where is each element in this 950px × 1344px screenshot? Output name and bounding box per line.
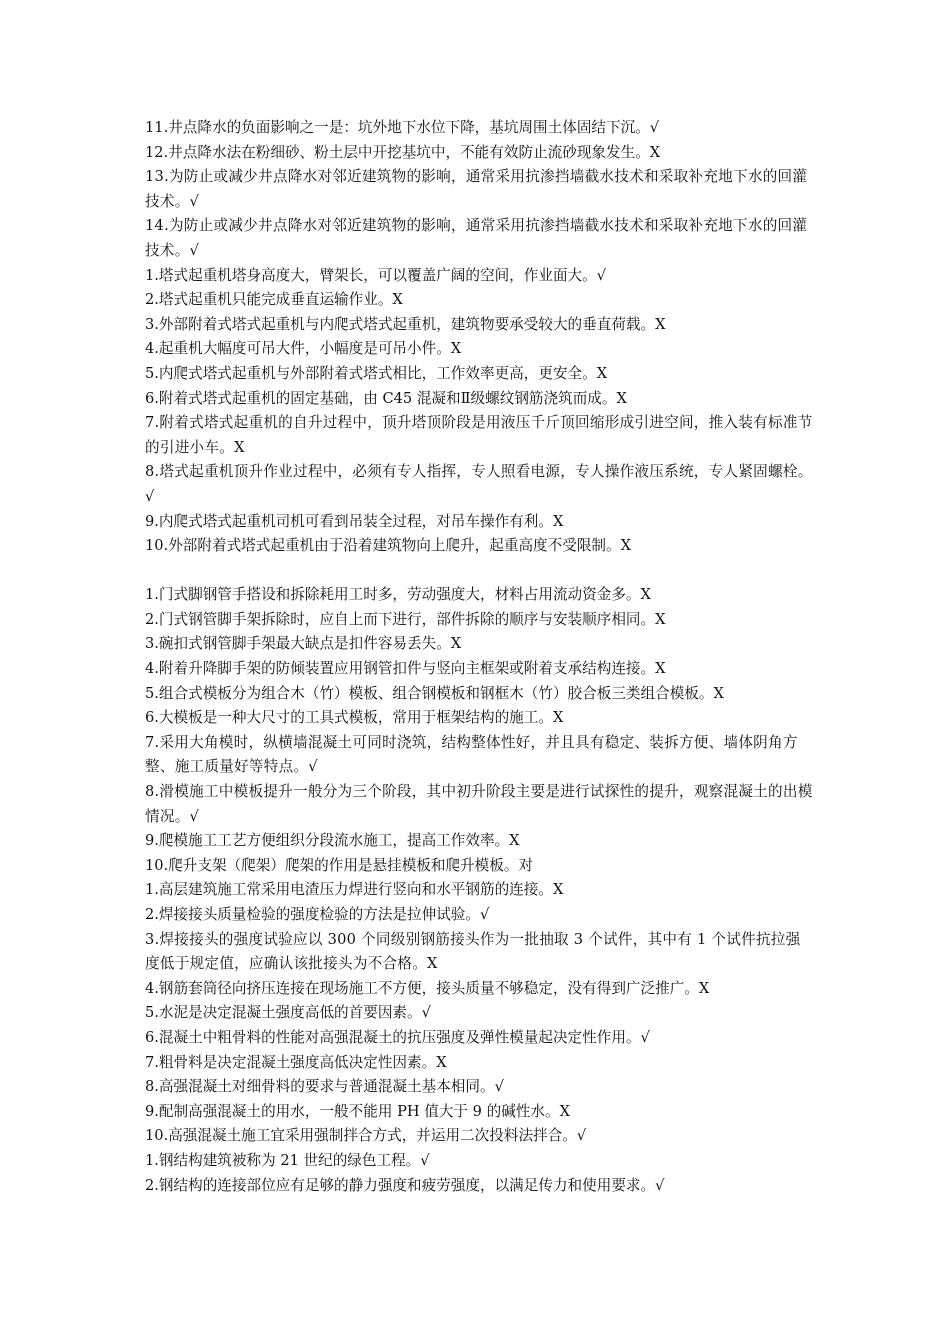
text-line: 13.为防止或减少井点降水对邻近建筑物的影响，通常采用抗渗挡墙截水技术和采取补充地下水的回灌技术。√ [145,168,808,210]
text-line: 14.为防止或减少井点降水对邻近建筑物的影响，通常采用抗渗挡墙截水技术和采取补充地下水的回灌技术。√ [145,217,808,259]
text-line: 3.外部附着式塔式起重机与内爬式塔式起重机，建筑物要承受较大的垂直荷载。X [145,315,666,333]
text-line: 1.塔式起重机塔身高度大，臂架长，可以覆盖广阔的空间，作业面大。√ [145,266,607,284]
text-line: 10.高强混凝土施工宜采用强制拌合方式，并运用二次投料法拌合。√ [145,1127,587,1145]
text-line: 8.滑模施工中模板提升一般分为三个阶段，其中初升阶段主要是进行试探性的提升，观察混凝土的出模情况。√ [145,783,813,825]
text-line: 9.爬模施工工艺方便组织分段流水施工，提高工作效率。X [145,832,520,850]
text-line: 12.井点降水法在粉细砂、粉土层中开挖基坑中，不能有效防止流砂现象发生。X [145,143,661,161]
text-line: 7.粗骨料是决定混凝土强度高低决定性因素。X [145,1053,447,1071]
text-line: 9.内爬式塔式起重机司机可看到吊装全过程，对吊车操作有利。X [145,512,564,530]
text-line: 2.门式钢管脚手架拆除时，应自上而下进行，部件拆除的顺序与安装顺序相同。X [145,610,666,628]
blank-line [145,559,813,584]
text-line: 5.水泥是决定混凝土强度高低的首要因素。√ [145,1004,431,1022]
text-line: 4.钢筋套筒径向挤压连接在现场施工不方便，接头质量不够稳定，没有得到广泛推广。X [145,979,710,997]
text-line: 8.高强混凝土对细骨料的要求与普通混凝土基本相同。√ [145,1078,504,1096]
text-line: 10.爬升支架（爬架）爬架的作用是悬挂模板和爬升模板。对 [145,856,534,874]
text-line: 9.配制高强混凝土的用水，一般不能用 PH 值大于 9 的碱性水。X [145,1102,570,1120]
text-line: 3.碗扣式钢管脚手架最大缺点是扣件容易丢失。X [145,635,462,653]
text-line: 11.井点降水的负面影响之一是：坑外地下水位下降，基坑周围土体固结下沉。√ [145,119,660,136]
text-line: 1.高层建筑施工常采用电渣压力焊进行竖向和水平钢筋的连接。X [145,881,564,899]
text-line: 5.组合式模板分为组合木（竹）模板、组合钢模板和钢框木（竹）胶合板三类组合模板。X [145,684,724,702]
text-line: 6.混凝土中粗骨料的性能对高强混凝土的抗压强度及弹性模量起决定性作用。√ [145,1028,650,1046]
text-line: 1.门式脚钢管手搭设和拆除耗用工时多，劳动强度大，材料占用流动资金多。X [145,586,651,604]
text-line: 8.塔式起重机顶升作业过程中，必须有专人指挥，专人照看电源，专人操作液压系统，专人紧固螺栓。√ [145,463,813,505]
text-line: 7.采用大角模时，纵横墙混凝土可同时浇筑，结构整体性好，并且具有稳定、装拆方便、墙体阴角方整、施工质量好等特点。√ [145,733,798,776]
text-line: 2.塔式起重机只能完成垂直运输作业。X [145,291,403,309]
text-line: 2.焊接接头质量检验的强度检验的方法是拉伸试验。√ [145,906,490,923]
document-body [145,116,813,1198]
text-line: 5.内爬式塔式起重机与外部附着式塔式相比，工作效率更高，更安全。X [145,364,608,382]
text-line: 6.大模板是一种大尺寸的工具式模板，常用于框架结构的施工。X [145,709,564,727]
text-line: 7.附着式塔式起重机的自升过程中，顶升塔顶阶段是用液压千斤顶回缩形成引进空间，推入装有标准节的引进小车。X [145,414,813,456]
text-line: 4.起重机大幅度可吊大件，小幅度是可吊小件。X [145,340,462,358]
text-line: 2.钢结构的连接部位应有足够的静力强度和疲劳强度，以满足传力和使用要求。√ [145,1176,665,1194]
text-line: 4.附着升降脚手架的防倾装置应用钢管扣件与竖向主框架或附着支承结构连接。X [145,660,666,678]
text-line: 1.钢结构建筑被称为 21 世纪的绿色工程。√ [145,1151,430,1169]
text-line: 10.外部附着式塔式起重机由于沿着建筑物向上爬升，起重高度不受限制。X [145,537,632,555]
text-line: 6.附着式塔式起重机的固定基础，由 C45 混凝和Ⅱ级螺纹钢筋浇筑而成。X [145,389,627,407]
text-line: 3.焊接接头的强度试验应以 300 个同级别钢筋接头作为一批抽取 3 个试件，其中有 1 个试件抗拉强度低于规定值，应确认该批接头为不合格。X [145,930,801,973]
